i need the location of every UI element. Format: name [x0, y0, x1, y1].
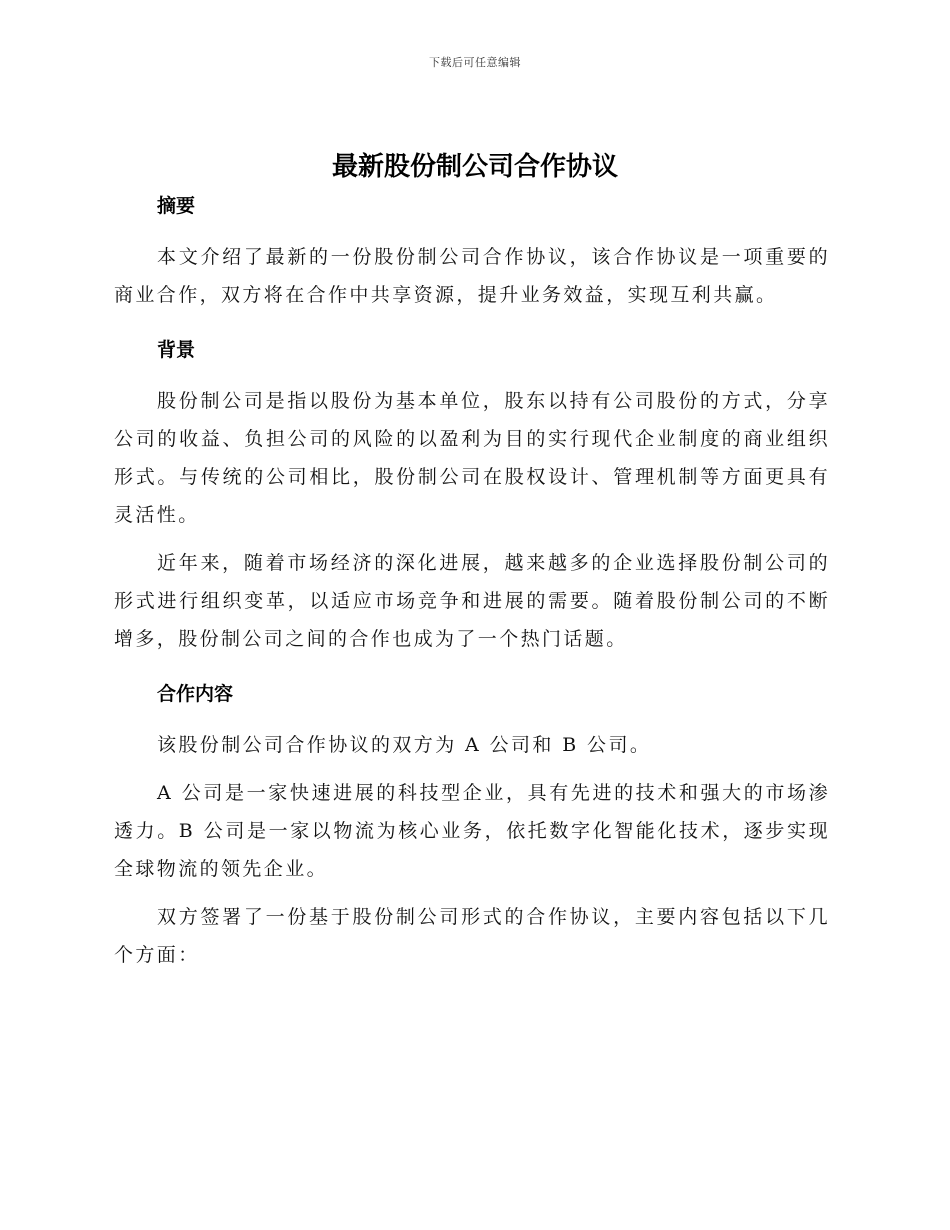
document-body	[114, 190, 830, 974]
paragraph-content-3: 双方签署了一份基于股份制公司形式的合作协议，主要内容包括以下几个方面：	[114, 906, 830, 966]
page-header: 下载后可任意编辑	[429, 56, 521, 69]
paragraph-content-1: 该股份制公司合作协议的双方为 A 公司和 B 公司。	[157, 734, 652, 756]
section-heading-abstract: 摘要	[157, 195, 196, 217]
paragraph-abstract-1: 本文介绍了最新的一份股份制公司合作协议，该合作协议是一项重要的商业合作，双方将在合作中共享资源，提升业务效益，实现互利共赢。	[114, 246, 830, 306]
section-heading-content: 合作内容	[157, 683, 234, 705]
section-heading-background: 背景	[157, 339, 196, 361]
document-title: 最新股份制公司合作协议	[331, 152, 618, 182]
paragraph-background-1: 股份制公司是指以股份为基本单位，股东以持有公司股份的方式，分享公司的收益、负担公司的风险的以盈利为目的实行现代企业制度的商业组织形式。与传统的公司相比，股份制公司在股权设计、管理机制等方面更具有灵活性。	[114, 390, 830, 526]
paragraph-background-2: 近年来，随着市场经济的深化进展，越来越多的企业选择股份制公司的形式进行组织变革，以适应市场竞争和进展的需要。随着股份制公司的不断增多，股份制公司之间的合作也成为了一个热门话题。	[114, 552, 830, 650]
paragraph-content-2: A 公司是一家快速进展的科技型企业，具有先进的技术和强大的市场渗透力。B 公司是一家以物流为核心业务，依托数字化智能化技术，逐步实现全球物流的领先企业。	[114, 782, 830, 880]
